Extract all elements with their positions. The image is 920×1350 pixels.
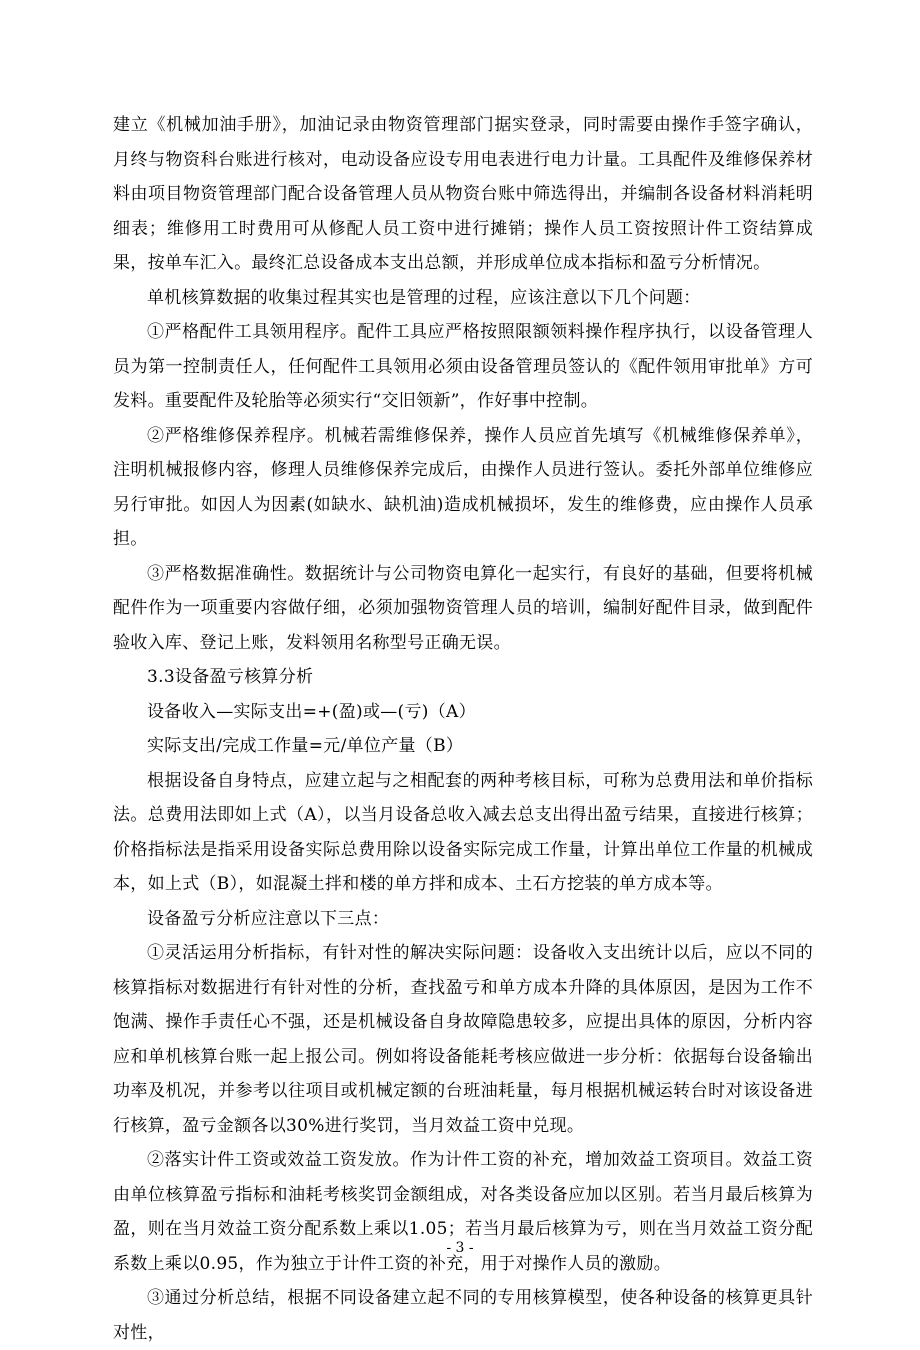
page-number: - 3 - (446, 1240, 474, 1256)
paragraph-item-3: ③严格数据准确性。数据统计与公司物资电算化一起实行，有良好的基础，但要将机械配件作为一项重要内容做仔细，必须加强物资管理人员的培训，编制好配件目录，做到配件验收入库、登记上账，发料领用名称型号正确无误。 (113, 563, 813, 653)
paragraph-item-2: ②严格维修保养程序。机械若需维修保养，操作人员应首先填写《机械维修保养单》，注明机械报修内容，修理人员维修保养完成后，由操作人员进行签认。委托外部单位维修应另行审批。如因人为因素(如缺水、缺机油)造成机械损坏，发生的维修费，应由操作人员承担。 (113, 425, 813, 549)
paragraph-analysis-intro: 设备盈亏分析应注意以下三点： (147, 908, 390, 929)
paragraph-analysis-3: ③通过分析总结，根据不同设备建立起不同的专用核算模型，使各种设备的核算更具针对性， (113, 1288, 813, 1343)
formula-b: 实际支出/完成工作量=元/单位产量（B） (147, 736, 464, 756)
paragraph-item-1: ①严格配件工具领用程序。配件工具应严格按照限额领料操作程序执行，以设备管理人员为第一控制责任人，任何配件工具领用必须由设备管理员签认的《配件领用审批单》方可发料。重要配件及轮胎等必须实行“交旧领新”，作好事中控制。 (113, 322, 813, 411)
formula-a: 设备收入—实际支出=+(盈)或—(亏)（A） (147, 701, 476, 722)
paragraph-intro-issues: 单机核算数据的收集过程其实也是管理的过程，应该注意以下几个问题： (147, 287, 701, 308)
body-text (113, 108, 813, 1350)
paragraph-analysis-2: ②落实计件工资或效益工资发放。作为计件工资的补充，增加效益工资项目。效益工资由单位核算盈亏指标和油耗考核奖罚金额组成，对各类设备应加以区别。若当月最后核算为盈，则在当月效益工资分配系数上乘以1.05；若当月最后核算为亏，则在当月效益工资分配系数上乘以0.95，作为独立于计件工资的补充，用于对操作人员的激励。 (113, 1150, 813, 1274)
section-heading: 3.3设备盈亏核算分析 (147, 667, 314, 687)
paragraph-analysis-1: ①灵活运用分析指标，有针对性的解决实际问题：设备收入支出统计以后，应以不同的核算指标对数据进行有针对性的分析，查找盈亏和单方成本升降的具体原因，是因为工作不饱满、操作手责任心不强，还是机械设备自身故障隐患较多，应提出具体的原因，分析内容应和单机核算台账一起上报公司。例如将设备能耗考核应做进一步分析：依据每台设备输出功率及机况，并参考以往项目或机械定额的台班油耗量，每月根据机械运转台时对该设备进行核算，盈亏金额各以30%进行奖罚，当月效益工资中兑现。 (113, 943, 813, 1136)
paragraph-continued: 建立《机械加油手册》，加油记录由物资管理部门据实登录，同时需要由操作手签字确认，月终与物资科台账进行核对，电动设备应设专用电表进行电力计量。工具配件及维修保养材料由项目物资管理部门配合设备管理人员从物资台账中筛选得出，并编制各设备材料消耗明细表；维修用工时费用可从修配人员工资中进行摊销；操作人员工资按照计件工资结算成果，按单车汇入。最终汇总设备成本支出总额，并形成单位成本指标和盈亏分析情况。 (113, 115, 813, 273)
paragraph-methods: 根据设备自身特点，应建立起与之相配套的两种考核目标，可称为总费用法和单价指标法。总费用法即如上式（A），以当月设备总收入减去总支出得出盈亏结果，直接进行核算；价格指标法是指采用设备实际总费用除以设备实际完成工作量，计算出单位工作量的机械成本，如上式（B），如混凝土拌和楼的单方拌和成本、土石方挖装的单方成本等。 (113, 770, 813, 894)
